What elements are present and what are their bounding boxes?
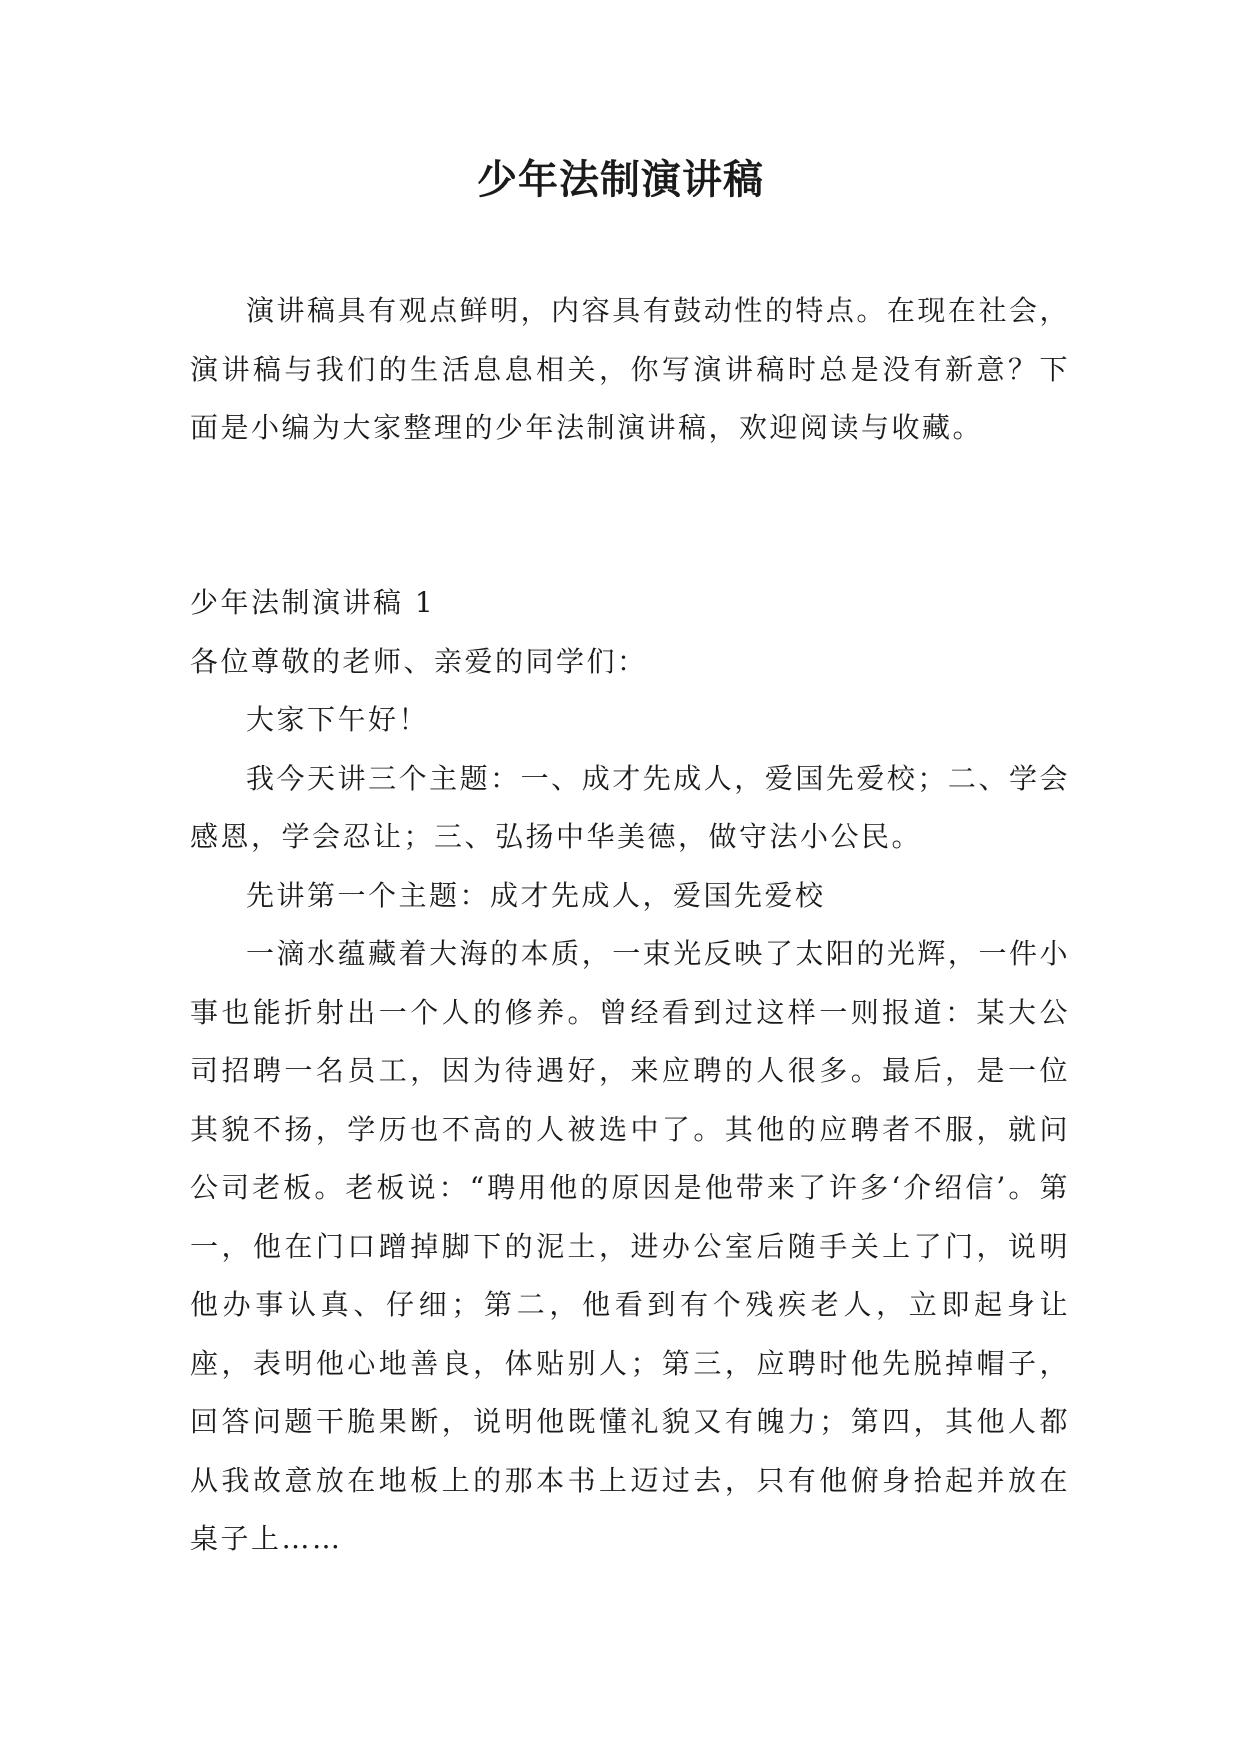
section-heading: 少年法制演讲稿 1 [190, 586, 436, 619]
greeting: 大家下午好！ [246, 703, 430, 736]
salutation: 各位尊敬的老师、亲爱的同学们： [190, 644, 648, 678]
intro-paragraph: 演讲稿具有观点鲜明，内容具有鼓动性的特点。在现在社会，演讲稿与我们的生活息息相关，你写演讲稿时总是没有新意？下面是小编为大家整理的少年法制演讲稿，欢迎阅读与收藏。 [190, 294, 1070, 444]
intro-block [190, 282, 1070, 458]
document-title: 少年法制演讲稿 [477, 157, 764, 203]
speech-block [190, 574, 1070, 1569]
body-paragraph: 先讲第一个主题：成才先成人，爱国先爱校 [246, 878, 826, 912]
body-paragraph: 我今天讲三个主题：一、成才先成人，爱国先爱校；二、学会感恩，学会忍让；三、弘扬中华美德，做守法小公民。 [190, 761, 1070, 853]
body-paragraph: 一滴水蕴藏着大海的本质，一束光反映了太阳的光辉，一件小事也能折射出一个人的修养。曾经看到过这样一则报道：某大公司招聘一名员工，因为待遇好，来应聘的人很多。最后，是一位其貌不扬，学历也不高的人被选中了。其他的应聘者不服，就问公司老板。老板说：“聘用他的原因是他带来了许多‘介绍信’。第一，他在门口蹭掉脚下的泥土，进办公室后随手关上了门，说明他办事认真、仔细；第二，他看到有个残疾老人，立即起身让座，表明他心地善良，体贴别人；第三，应聘时他先脱掉帽子，回答问题干脆果断，说明他既懂礼貌又有魄力；第四，其他人都从我故意放在地板上的那本书上迈过去，只有他俯身拾起并放在桌子上…… [190, 937, 1070, 1555]
